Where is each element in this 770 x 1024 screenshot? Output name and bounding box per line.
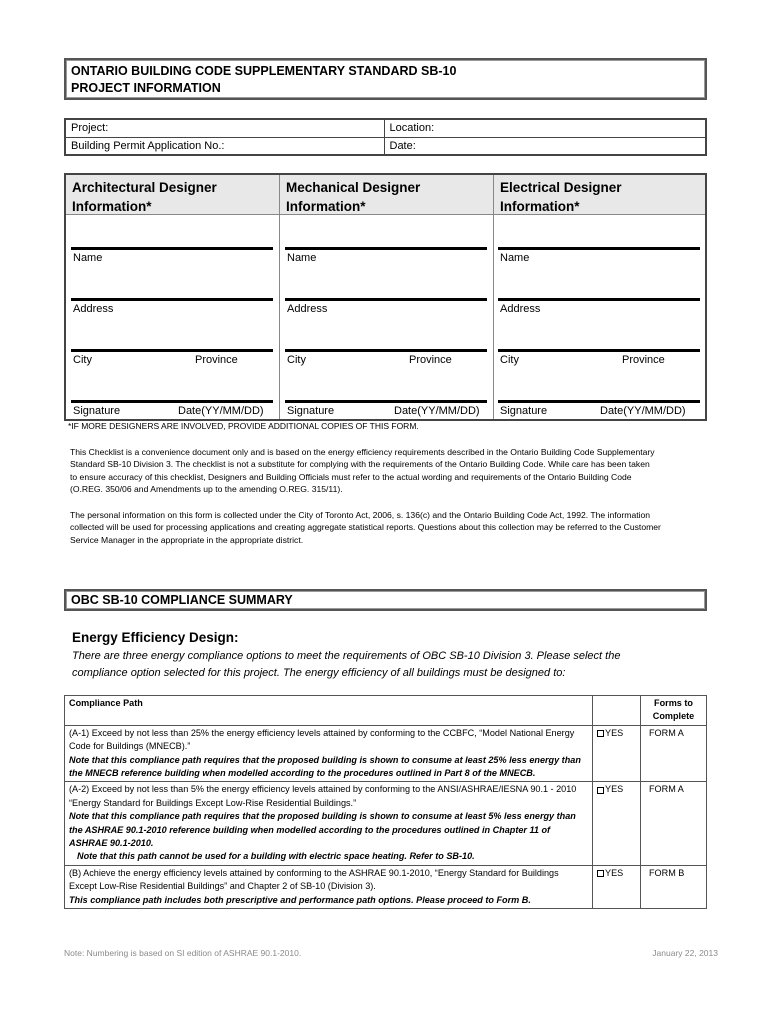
elec-name-label: Name bbox=[500, 252, 530, 264]
mech-signature-label: Signature bbox=[287, 405, 335, 417]
mech-address-line[interactable] bbox=[285, 298, 487, 301]
location-field[interactable]: Location: bbox=[384, 119, 706, 137]
energy-efficiency-heading: Energy Efficiency Design: bbox=[72, 630, 239, 645]
mech-city-line[interactable] bbox=[285, 349, 487, 352]
electrical-designer-heading: Electrical Designer Information* bbox=[494, 175, 705, 215]
footer-note: Note: Numbering is based on SI edition of ASHRAE 90.1-2010. bbox=[64, 948, 302, 958]
date-field[interactable]: Date: bbox=[384, 137, 706, 155]
form-subtitle: PROJECT INFORMATION bbox=[71, 81, 221, 95]
compliance-option-a1: (A-1) Exceed by not less than 25% the energy efficiency levels attained by conforming to the CCBFC, “Model National Energy Code for Buildings (MNECB).” Note that this compliance path requires that the proposed building is shown to consume at least 25% less energy than the MNECB reference building when modelled according to the procedures outlined in Part 8 of the MNECB. bbox=[65, 725, 593, 782]
arch-date-label: Date(YY/MM/DD) bbox=[178, 405, 264, 417]
option-b-form: FORM B bbox=[641, 865, 707, 908]
compliance-table-header bbox=[65, 696, 707, 726]
arch-address-label: Address bbox=[73, 303, 114, 315]
arch-address-line[interactable] bbox=[71, 298, 273, 301]
mech-address-label: Address bbox=[287, 303, 328, 315]
arch-signature-line[interactable] bbox=[71, 400, 273, 403]
compliance-path-table bbox=[64, 695, 707, 909]
compliance-path-header: Compliance Path bbox=[65, 696, 593, 726]
elec-address-line[interactable] bbox=[498, 298, 700, 301]
table-row bbox=[65, 865, 707, 908]
elec-date-label: Date(YY/MM/DD) bbox=[600, 405, 686, 417]
privacy-paragraph: The personal information on this form is collected under the City of Toronto Act, 2006, s. 136(c) and the Ontario Building Code Act, 1992. The information collected will be used for processing applications and creating aggregate statistical reports. Questions about this collection may be referred to the Customer Service Manager in the appropriate in the appropriate district. bbox=[70, 510, 661, 545]
form-title: ONTARIO BUILDING CODE SUPPLEMENTARY STANDARD SB-10 bbox=[71, 64, 457, 78]
compliance-summary-heading: OBC SB-10 COMPLIANCE SUMMARY bbox=[64, 589, 707, 611]
option-b-checkbox[interactable]: YES bbox=[593, 865, 641, 908]
option-a2-form: FORM A bbox=[641, 782, 707, 865]
option-a1-checkbox[interactable]: YES bbox=[593, 725, 641, 782]
option-a1-form: FORM A bbox=[641, 725, 707, 782]
checkbox-icon[interactable] bbox=[597, 870, 604, 877]
selection-header bbox=[593, 696, 641, 726]
arch-name-line[interactable] bbox=[71, 247, 273, 250]
designer-info-grid bbox=[64, 173, 707, 421]
mech-city-label: City bbox=[287, 354, 306, 366]
elec-city-line[interactable] bbox=[498, 349, 700, 352]
disclaimer-paragraph: This Checklist is a convenience document only and is based on the energy efficiency requirements described in the Ontario Building Code Supplementary Standard SB-10 Division 3. The checklist is not a substitute for complying with the requirements of the Ontario Building Code. While care has been taken to ensure accuracy of this checklist, Designers and Building Officials must refer to the actual wording and requirements of the Ontario Building Code (O.REG. 350/06 and Amendments up to the amending O.REG. 315/11). bbox=[70, 447, 655, 494]
permit-number-field[interactable]: Building Permit Application No.: bbox=[65, 137, 384, 155]
mech-name-label: Name bbox=[287, 252, 317, 264]
arch-province-label: Province bbox=[195, 354, 238, 366]
table-row bbox=[65, 782, 707, 865]
elec-address-label: Address bbox=[500, 303, 541, 315]
checkbox-icon[interactable] bbox=[597, 787, 604, 794]
compliance-option-a2: (A-2) Exceed by not less than 5% the energy efficiency levels attained by conforming to the ANSI/ASHRAE/IESNA 90.1 - 2010 “Energy Standard for Buildings Except Low-Rise Residential Buildings.” Note that this compliance path requires that the proposed building is shown to consume at least 5% less energy than the ASHRAE 90.1-2010 reference building when modelled according to the procedures outlined in Chapter 11 of ASHRAE 90.1-2010. Note that this path cannot be used for a building with electric space heating. Refer to SB-10. bbox=[65, 782, 593, 865]
column-divider bbox=[493, 175, 494, 419]
column-divider bbox=[279, 175, 280, 419]
footer-date: January 22, 2013 bbox=[652, 948, 718, 958]
architectural-designer-heading: Architectural Designer Information* bbox=[66, 175, 279, 215]
arch-city-line[interactable] bbox=[71, 349, 273, 352]
mechanical-designer-heading: Mechanical Designer Information* bbox=[280, 175, 493, 215]
mech-name-line[interactable] bbox=[285, 247, 487, 250]
arch-signature-label: Signature bbox=[73, 405, 121, 417]
mech-province-label: Province bbox=[409, 354, 452, 366]
table-row bbox=[65, 725, 707, 782]
elec-signature-label: Signature bbox=[500, 405, 548, 417]
form-title-box bbox=[64, 58, 707, 100]
checkbox-icon[interactable] bbox=[597, 730, 604, 737]
designers-note: *IF MORE DESIGNERS ARE INVOLVED, PROVIDE ADDITIONAL COPIES OF THIS FORM. bbox=[68, 421, 419, 431]
project-field[interactable]: Project: bbox=[65, 119, 384, 137]
arch-name-label: Name bbox=[73, 252, 103, 264]
elec-city-label: City bbox=[500, 354, 519, 366]
elec-name-line[interactable] bbox=[498, 247, 700, 250]
mech-date-label: Date(YY/MM/DD) bbox=[394, 405, 480, 417]
project-info-table bbox=[64, 118, 707, 156]
arch-city-label: City bbox=[73, 354, 92, 366]
elec-province-label: Province bbox=[622, 354, 665, 366]
compliance-option-b: (B) Achieve the energy efficiency levels attained by conforming to the ASHRAE 90.1-2010, “Energy Standard for Buildings Except Low-Rise Residential Buildings” and Chapter 2 of SB-10 (Division 3). This compliance path includes both prescriptive and performance path options. Please proceed to Form B. bbox=[65, 865, 593, 908]
option-a2-checkbox[interactable]: YES bbox=[593, 782, 641, 865]
forms-header: Forms to Complete bbox=[641, 696, 707, 726]
elec-signature-line[interactable] bbox=[498, 400, 700, 403]
mech-signature-line[interactable] bbox=[285, 400, 487, 403]
energy-efficiency-intro: There are three energy compliance options to meet the requirements of OBC SB-10 Division 3. Please select the compliance option selected for this project. The energy efficiency of all buildings must be designed to: bbox=[72, 650, 621, 679]
